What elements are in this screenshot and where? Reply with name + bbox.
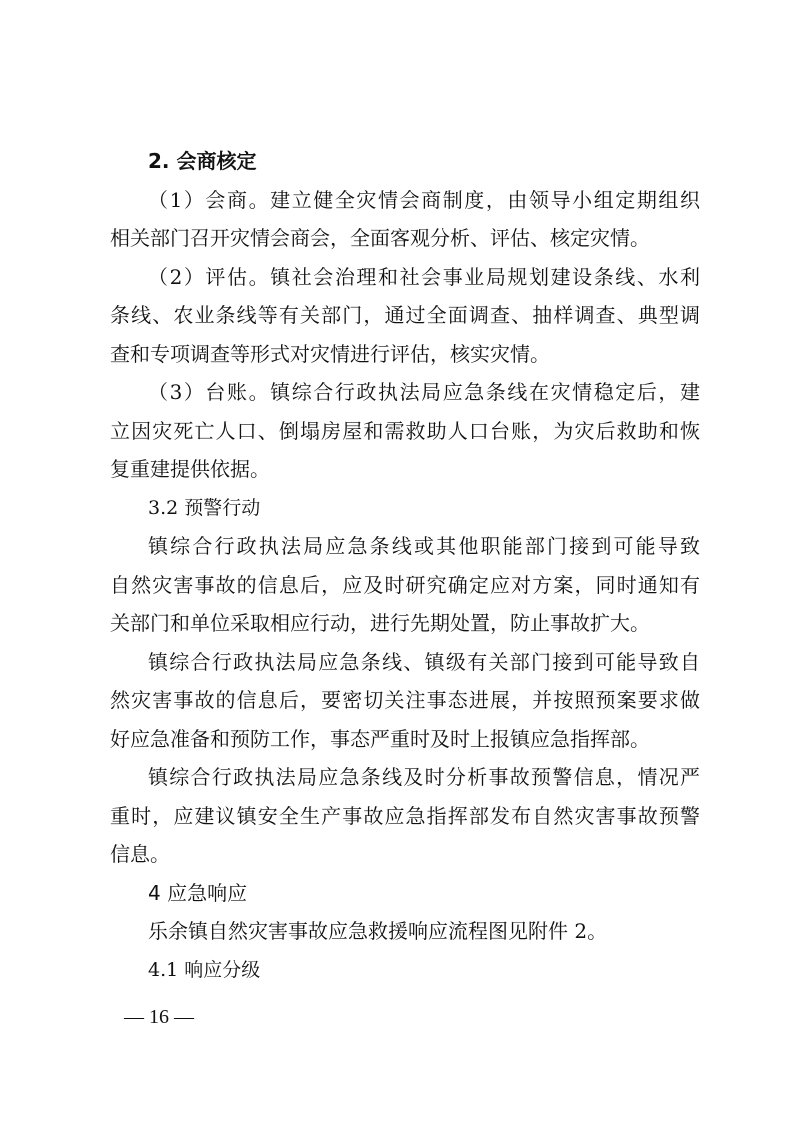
- subsection-heading-response-levels: 4.1 响应分级: [148, 958, 261, 981]
- paragraph-line: 立因灾死亡人口、倒塌房屋和需救助人口台账，为灾后救助和恢: [110, 418, 700, 443]
- paragraph-line: 关部门和单位采取相应行动，进行先期处置，防止事故扩大。: [110, 611, 650, 635]
- subsection-heading-warning: 3.2 预警行动: [148, 496, 261, 519]
- paragraph-line: 重时，应建议镇安全生产事故应急指挥部发布自然灾害事故预警: [110, 803, 700, 828]
- paragraph-line: 好应急准备和预防工作，事态严重时及时上报镇应急指挥部。: [110, 726, 650, 751]
- paragraph-line: 然灾害事故的信息后，要密切关注事态进展，并按照预案要求做: [110, 688, 700, 712]
- paragraph-line: 镇综合行政执法局应急条线、镇级有关部门接到可能导致自: [148, 649, 700, 674]
- section-heading-emergency-response: 4 应急响应: [148, 880, 248, 905]
- paragraph-line: 镇综合行政执法局应急条线或其他职能部门接到可能导致: [148, 534, 700, 558]
- paragraph-line: （2）评估。镇社会治理和社会事业局规划建设条线、水利: [148, 264, 700, 289]
- paragraph-line: 复重建提供依据。: [110, 457, 270, 481]
- paragraph-line: （3）台账。镇综合行政执法局应急条线在灾情稳定后，建: [148, 380, 700, 404]
- paragraph-line: 信息。: [110, 842, 170, 866]
- page-number: — 16 —: [124, 1006, 194, 1028]
- paragraph-line: 镇综合行政执法局应急条线及时分析事故预警信息，情况严: [148, 765, 700, 789]
- paragraph-line: （1）会商。建立健全灾情会商制度，由领导小组定期组织: [148, 187, 700, 212]
- paragraph-line: 相关部门召开灾情会商会，全面客观分析、评估、核定灾情。: [110, 226, 650, 250]
- document-body: [110, 142, 700, 989]
- section-heading-consultation: 2. 会商核定: [148, 149, 257, 173]
- paragraph-line: 自然灾害事故的信息后，应及时研究确定应对方案，同时通知有: [110, 572, 700, 597]
- paragraph-line: 查和专项调查等形式对灾情进行评估，核实灾情。: [110, 341, 550, 366]
- paragraph-line: 乐余镇自然灾害事故应急救援响应流程图见附件 2。: [148, 919, 608, 943]
- paragraph-line: 条线、农业条线等有关部门，通过全面调查、抽样调查、典型调: [110, 303, 700, 327]
